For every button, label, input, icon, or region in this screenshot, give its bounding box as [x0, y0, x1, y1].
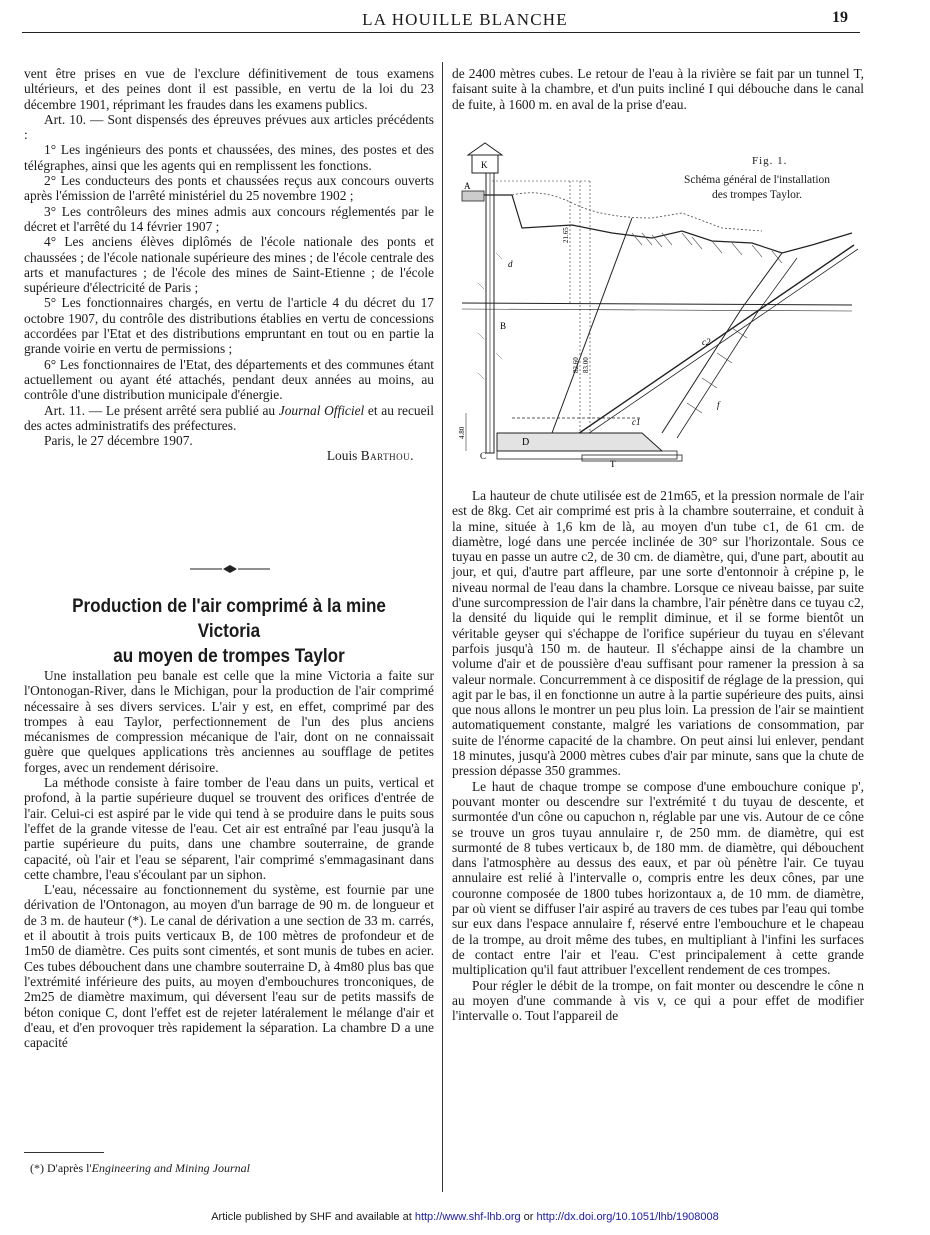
exemption-item-5: 5° Les fonctionnaires chargés, en vertu de l'article 4 du décret du 17 octobre 1907, du contrôle des distributions établies en vertu de concessions accordées par l'Etat et des distributions empruntant en tout ou en partie la grande voirie en vertu de permissions ;: [24, 295, 434, 357]
article-10: Art. 10. — Sont dispensés des épreuves prévues aux articles précédents :: [24, 111, 434, 143]
article-body-right-top: [452, 66, 864, 112]
label-c1: c1: [632, 417, 641, 427]
decree-signature: Louis Barthou.: [326, 448, 414, 464]
article-body-left: [24, 668, 434, 1050]
article-11: Art. 11. — Le présent arrêté sera publié au Journal Officiel et au recueil des actes administratifs des préfectures.: [24, 402, 434, 433]
ornament-divider: [190, 564, 270, 574]
dim-3: 83.00: [582, 357, 590, 373]
column-divider: [442, 62, 443, 1192]
label-K: K: [481, 160, 488, 170]
label-D: D: [522, 437, 530, 448]
label-A: A: [464, 181, 471, 191]
label-d: d: [508, 259, 513, 269]
article-body-right: [452, 488, 864, 1023]
figure-1: [452, 133, 864, 471]
footnote-rule: [24, 1152, 104, 1153]
dim-2: 82.60: [572, 357, 580, 373]
label-B: B: [500, 321, 507, 331]
exemption-item-1: 1° Les ingénieurs des ponts et chaussées, des mines, des postes et des télégraphes, ainsi que les agents qui en remplissent les fonctions.: [24, 142, 434, 173]
figure-caption: Schéma général de l'installation des trompes Taylor.: [683, 174, 831, 201]
shf-link[interactable]: http://www.shf-lhb.org: [414, 1211, 521, 1223]
decree-date: Paris, le 27 décembre 1907.: [44, 433, 193, 449]
page-number: 19: [832, 9, 848, 26]
label-c2: c2: [702, 337, 711, 347]
article-title: Production de l'air comprimé à la mine Victoria au moyen de trompes Taylor: [72, 596, 386, 667]
body-paragraph: de 2400 mètres cubes. Le retour de l'eau à la rivière se fait par un tunnel T, faisant suite à la chambre, et d'un puits incliné I qui débouche dans le canal de fuite, à 1600 m. en aval de la prise d'eau.: [452, 66, 864, 112]
journal-title: LA HOUILLE BLANCHE: [362, 10, 568, 29]
dim-1: 21.65: [562, 227, 570, 243]
label-f: f: [717, 400, 720, 410]
figure-label: Fig. 1.: [752, 155, 788, 167]
dim-4: 4.80: [458, 426, 466, 439]
footnote: (*) D'après l'Engineering and Mining Journal: [30, 1161, 250, 1175]
exemption-item-2: 2° Les conducteurs des ponts et chaussées reçus aux concours ouverts après l'émission de l'arrêté ministériel du 25 novembre 1902 ;: [24, 173, 434, 204]
decree-paragraph: vent être prises en vue de l'exclure définitivement de tous examens ultérieurs, et des peines dont il est passible, en vertu de la loi du 23 décembre 1901, réprimant les fraudes dans les examens publics.: [24, 66, 434, 112]
body-paragraph: La méthode consiste à faire tomber de l'eau dans un puits, vertical et profond, à la partie supérieure duquel se trouvent des orifices d'entrée de l'air. Celui-ci est aspiré par le vide qui tend à se produire dans le puits sous l'effet de la grande vitesse de l'eau. Cet air est entraîné par l'eau jusqu'à la partie supérieure du puits, dans une chambre souterraine, de grande capacité, où l'air et l'eau se séparent, l'air comprimé s'emmagasinant dans cette chambre, l'eau s'écoulant par un siphon.: [24, 775, 434, 882]
publication-credit: Article published by SHF and available at http://www.shf-lhb.org or http://dx.doi.org/10.1051/lhb/1908008: [211, 1211, 719, 1223]
body-paragraph: Le haut de chaque trompe se compose d'une embouchure conique p', pouvant monter ou descendre sur l'extrémité t du tuyau de descente, et surmontée d'un cône ou capuchon n, réglable par une vis. Autour de ce cône se trouve un gros tuyau annulaire r, de 250 mm. de diamètre, qui est surmonté de 8 tubes verticaux b, de 180 mm. de diamètre, qui débouchent dans l'atmosphère au dessus des eaux, et par où pénètre l'air. Ce tuyau annulaire est relié à l'intervalle o, compris entre les deux cônes, par une couronne composée de 1800 tubes horizontaux a, de 10 mm. de diamètre, par où vient se diffuser l'air aspiré au travers de ces tubes par l'eau qui tombe sur eux dans l'espace annulaire f, réservé entre l'embouchure et le chapeau de la trompe, au droit même des tubes, en multipliant à l'infini les surfaces de contact entre l'air et l'eau. C'est principalement à cette grande multiplication qu'il faut attribuer l'excellent rendement de ces trompes.: [452, 778, 864, 978]
label-T: T: [610, 459, 616, 469]
body-paragraph: Pour régler le débit de la trompe, on fait monter ou descendre le cône n au moyen d'une commande à vis v, ce qui a pour effet de modifier l'intervalle o. Tout l'appareil de: [452, 977, 864, 1024]
decree-continuation: [24, 66, 434, 464]
body-paragraph: La hauteur de chute utilisée est de 21m65, et la pression normale de l'air est de 8kg. Cet air comprimé est pris à la chambre souterraine, et conduit à la mine, située à 1,6 km de là, au moyen d'un tube c1, de 61 cm. de diamètre, logé dans une percée inclinée de 30° sur l'horizontale. Sous ce tuyau en passe un autre c2, de 30 cm. de diamètre, qui, d'une part, aboutit au jour, et qui, d'autre part affleure, par une sorte d'entonnoir à crépine p, le niveau normal de l'eau dans la chambre. Lorsque ce niveau baisse, par suite d'une surcompression de l'air dans la chambre, l'air pénètre dans ce tuyau c2, la densité du liquide qui le remplit diminue, et il se forme bientôt un véritable geyser qui s'échappe de l'orifice supérieur du tuyau en s'élevant parfois jusqu'à 150 m. de hauteur. Il s'échappe ainsi de la chambre un volume d'air et de poussière d'eau suffisant pour ramener la pression à sa valeur normale. Concurremment à ce dispositif de réglage de la pression, qui agit par le bas, il en fonctionne un autre à la partie supérieure des puits, ainsi que nous allons le montrer un peu plus loin. La pression de l'air se maintient automatiquement constante, malgré les variations de consommation, par suite de l'énorme capacité de la chambre. On peut ainsi lui enlever, pendant 18 minutes, jusqu'à 2000 mètres cubes d'air par minute, sans que la chute de pression dépasse 350 grammes.: [452, 488, 864, 779]
doi-link[interactable]: http://dx.doi.org/10.1051/lhb/1908008: [536, 1211, 719, 1223]
body-paragraph: Une installation peu banale est celle que la mine Victoria a faite sur l'Ontonogan-River, dans le Michigan, pour la production de l'air comprimé nécessaire à ses divers services. L'air y est, en effet, comprimé par des trompes à eau Taylor, perfectionnement de l'un des plus anciens mécanismes de compression mécanique de l'air, dont on ne connaissait guère que quelques applications très anciennes au soufflage de petites forges, avec un rendement dérisoire.: [24, 668, 434, 775]
journal-officiel-ref: Journal Officiel: [278, 402, 365, 418]
body-paragraph: L'eau, nécessaire au fonctionnement du système, est fournie par une dérivation de l'Ontonagon, au moyen d'un barrage de 90 m. de longueur et de 3 m. de hauteur (*). Le canal de dérivation a une section de 33 m. carrés, et il aboutit à trois puits verticaux B, de 100 mètres de profondeur et de 1m50 de diamètre. Ces puits sont cimentés, et sont munis de tubes en acier. Ces tubes débouchent dans une chambre souterraine D, à 4m80 plus bas que l'extrémité inférieure des puits, au moyen d'embouchures tronconiques, de 2m25 de diamètre maximum, qui déversent l'eau sur de petits massifs de béton conique C, dont l'effet est de rejeter latéralement le mélange d'air et d'eau, et d'en provoquer très rapidement la séparation. La chambre D a une capacité: [24, 882, 434, 1051]
exemption-item-4: 4° Les anciens élèves diplômés de l'école nationale des ponts et chaussées ; de l'école nationale supérieure des mines ; de l'école centrale des arts et manufactures ; de l'école des mines de Saint-Etienne ; de l'école supérieure d'électricité de Paris ;: [24, 234, 434, 296]
label-C: C: [480, 451, 487, 461]
header-rule: [22, 32, 860, 33]
exemption-item-6: 6° Les fonctionnaires de l'Etat, des départements et des communes étant actuellement ou ayant été attachés, pendant deux années au moins, au contrôle d'une distribution municipale d'énergie.: [24, 356, 434, 403]
exemption-item-3: 3° Les contrôleurs des mines admis aux concours réglementés par le décret et l'arrêté du 14 février 1907 ;: [24, 203, 434, 234]
